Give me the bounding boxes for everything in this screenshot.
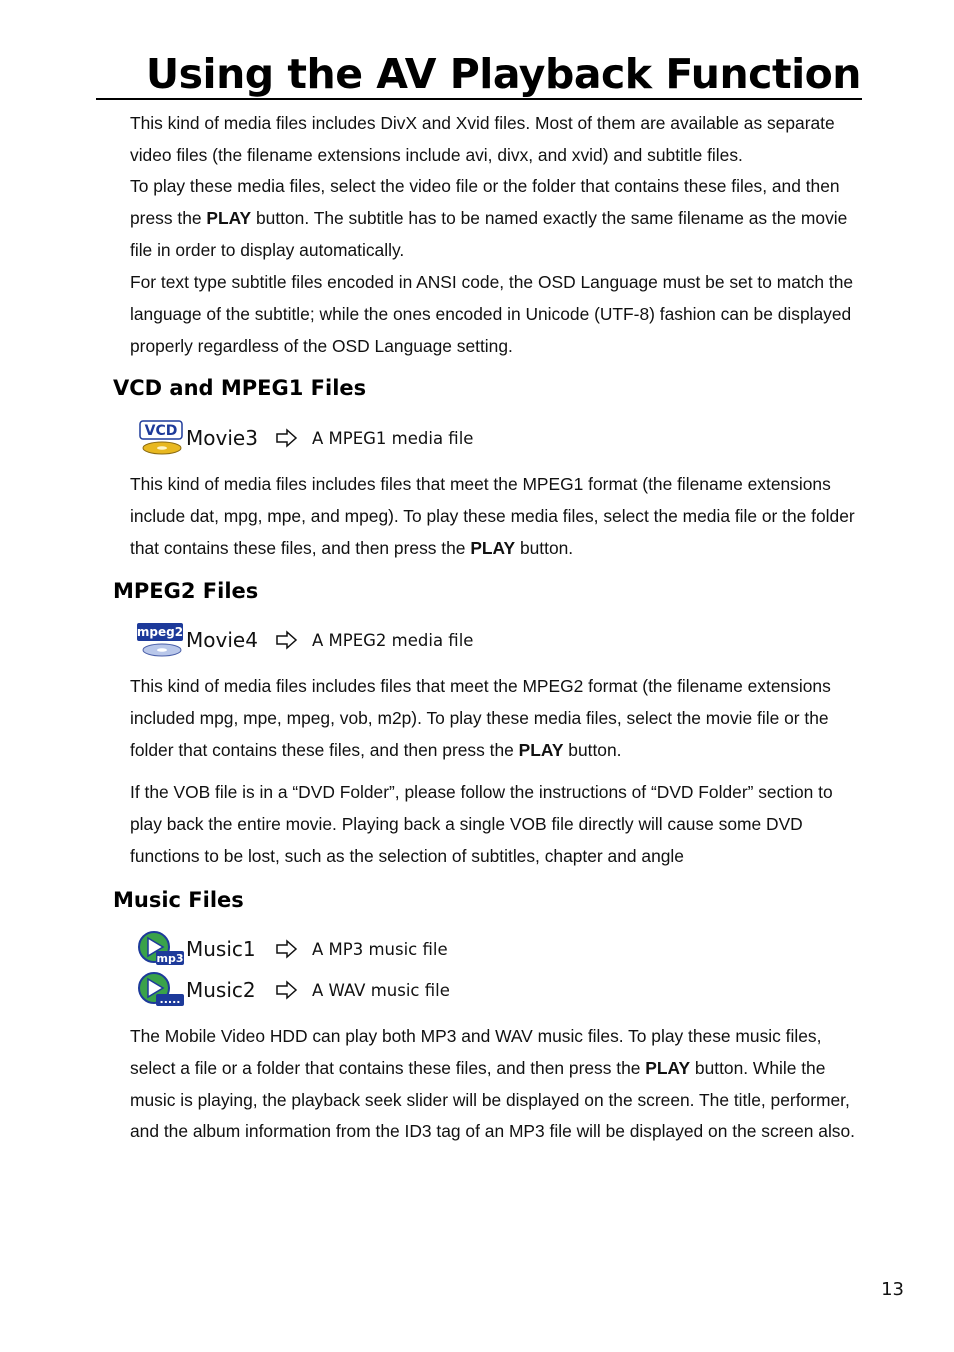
file-description: A WAV music file bbox=[312, 980, 450, 1000]
music-paragraph bbox=[130, 1021, 865, 1148]
text-run: button. bbox=[563, 739, 622, 760]
file-entry-movie4 bbox=[136, 621, 473, 659]
mp3-icon bbox=[136, 930, 184, 968]
file-name: Movie3 bbox=[186, 426, 258, 450]
file-entry-music1 bbox=[136, 930, 448, 968]
file-entry-movie3 bbox=[136, 419, 473, 457]
arrow-right-icon bbox=[274, 428, 300, 448]
wav-icon bbox=[136, 971, 184, 1009]
page-number: 13 bbox=[881, 1279, 904, 1300]
file-name: Music2 bbox=[186, 978, 256, 1002]
file-description: A MPEG1 media file bbox=[312, 428, 474, 448]
play-keyword: PLAY bbox=[518, 739, 564, 760]
play-keyword: PLAY bbox=[206, 207, 252, 228]
arrow-right-icon bbox=[274, 630, 300, 650]
vcd-icon bbox=[136, 419, 184, 457]
section-heading-mpeg2: MPEG2 Files bbox=[113, 579, 259, 603]
file-description: A MPEG2 media file bbox=[312, 630, 474, 650]
intro-paragraph-3: For text type subtitle files encoded in ANSI code, the OSD Language must be set to match the language of the subtitle; while the ones encoded in Unicode (UTF-8) fashion can be displayed properly regardless of the OSD Language setting. bbox=[130, 272, 854, 356]
play-keyword: PLAY bbox=[645, 1057, 691, 1078]
text-run: This kind of media files includes files that meet the MPEG1 format (the filename extensions include dat, mpg, mpe, and mpeg). To play these media files, select the media file or the folder that contains these files, and then press the bbox=[130, 474, 855, 558]
text-run: The Mobile Video HDD can play both MP3 and WAV music files. To play these music files, select a file or a folder that contains these files, and then press the bbox=[130, 1026, 822, 1078]
wav-icon-label: ..... bbox=[159, 993, 181, 1006]
text-run: button. The subtitle has to be named exactly the same filename as the movie file in order to display automatically. bbox=[130, 207, 848, 260]
section-heading-music: Music Files bbox=[113, 888, 244, 912]
mpeg2-icon-label: mpeg2 bbox=[136, 625, 184, 639]
file-entry-music2 bbox=[136, 971, 450, 1009]
text-run: button. bbox=[515, 537, 574, 558]
page-title: Using the AV Playback Function bbox=[145, 50, 861, 98]
mp3-icon-label: mp3 bbox=[156, 952, 184, 965]
arrow-right-icon bbox=[274, 980, 300, 1000]
title-rule bbox=[96, 98, 862, 100]
mpeg2-vob-paragraph: If the VOB file is in a “DVD Folder”, please follow the instructions of “DVD Folder” section to play back the entire movie. Playing back a single VOB file directly will cause some DVD functions to be lost, such as the selection of subtitles, chapter and angle bbox=[130, 782, 833, 866]
section-heading-vcd: VCD and MPEG1 Files bbox=[113, 376, 367, 400]
play-keyword: PLAY bbox=[470, 537, 516, 558]
arrow-right-icon bbox=[274, 939, 300, 959]
text-run: To play these media files, select the video file or the folder that contains these files, and then press the bbox=[130, 176, 840, 228]
intro-paragraph-2 bbox=[130, 171, 865, 266]
vcd-icon-label: VCD bbox=[144, 423, 178, 439]
mpeg2-paragraph bbox=[130, 671, 865, 766]
file-name: Movie4 bbox=[186, 628, 258, 652]
mpeg2-icon bbox=[136, 621, 184, 659]
intro-paragraph-1: This kind of media files includes DivX and Xvid files. Most of them are available as separate video files (the filename extensions include avi, divx, and xvid) and subtitle files. bbox=[130, 113, 835, 165]
vcd-paragraph bbox=[130, 469, 865, 564]
file-name: Music1 bbox=[186, 937, 256, 961]
text-run: button. While the music is playing, the playback seek slider will be displayed on the screen. The title, performer, and the album information from the ID3 tag of an MP3 file will be displayed on the screen also. bbox=[130, 1057, 856, 1142]
text-run: This kind of media files includes files that meet the MPEG2 format (the filename extensions included mpg, mpe, mpeg, vob, m2p). To play these media files, select the movie file or the folder that contains these files, and then press the bbox=[130, 676, 831, 760]
file-description: A MP3 music file bbox=[312, 939, 448, 959]
